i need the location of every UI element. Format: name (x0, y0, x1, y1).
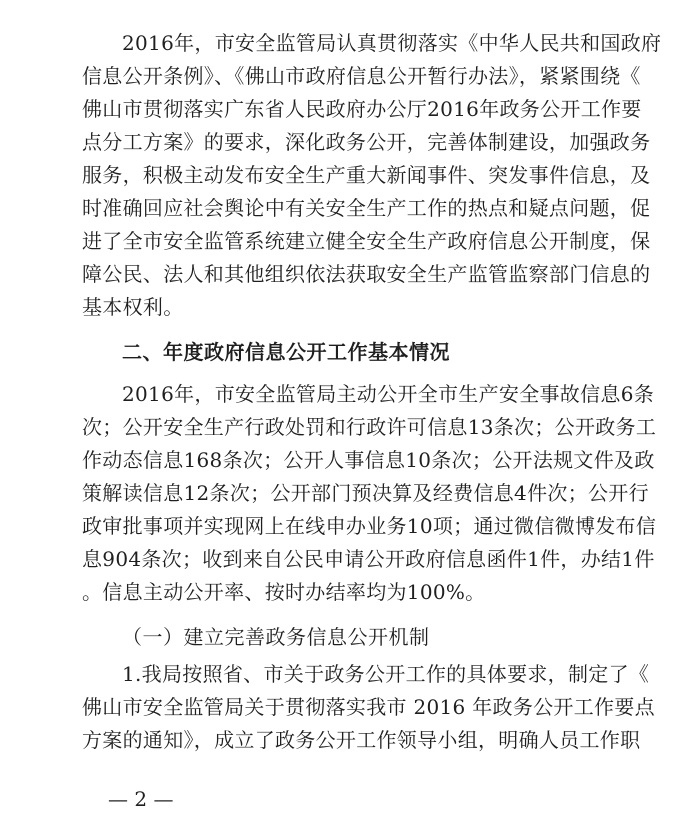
intro-line: 障公民、法人和其他组织依法获取安全生产监管监察部门信息的 (82, 262, 651, 286)
subsection-one-line: 1.我局按照省、市关于政务公开工作的具体要求，制定了《 (122, 662, 650, 686)
page-number: — 2 — (108, 787, 174, 811)
intro-line: 进了全市安全监管系统建立健全安全生产政府信息公开制度，保 (82, 229, 651, 253)
subsection-one-line: 佛山市安全监管局关于贯彻落实我市 2016 年政务公开工作要点 (82, 695, 655, 719)
section-two-line: 作动态信息168条次；公开人事信息10条次；公开法规文件及政 (82, 448, 655, 472)
intro-line: 2016年，市安全监管局认真贯彻落实《中华人民共和国政府 (122, 31, 662, 55)
intro-line: 佛山市贯彻落实广东省人民政府办公厅2016年政务公开工作要 (82, 97, 642, 121)
intro-line: 时准确回应社会舆论中有关安全生产工作的热点和疑点问题，促 (82, 196, 651, 220)
section-two-line: 次；公开安全生产行政处罚和行政许可信息13条次；公开政务工 (82, 415, 657, 439)
section-two-line: 政审批事项并实现网上在线申办业务10项；通过微信微博发布信 (82, 514, 657, 538)
intro-line: 基本权利。 (82, 295, 184, 319)
subsection-heading: （一）建立完善政务信息公开机制 (122, 625, 430, 649)
subsection-one-line: 方案的通知》，成立了政务公开工作领导小组，明确人员工作职 (82, 728, 641, 752)
section-two-line: 。信息主动公开率、按时办结率均为100%。 (82, 580, 486, 604)
intro-line: 信息公开条例》、《佛山市政府信息公开暂行办法》，紧紧围绕《 (82, 64, 641, 88)
section-heading: 二、年度政府信息公开工作基本情况 (122, 340, 450, 364)
section-two-line: 2016年，市安全监管局主动公开全市生产安全事故信息6条 (122, 382, 655, 406)
section-two-line: 息904条次；收到来自公民申请公开政府信息函件1件，办结1件 (82, 547, 655, 571)
intro-line: 点分工方案》的要求，深化政务公开，完善体制建设，加强政务 (82, 130, 651, 154)
section-two-line: 策解读信息12条次；公开部门预决算及经费信息4件次；公开行 (82, 481, 649, 505)
intro-line: 服务，积极主动发布安全生产重大新闻事件、突发事件信息，及 (82, 163, 651, 187)
